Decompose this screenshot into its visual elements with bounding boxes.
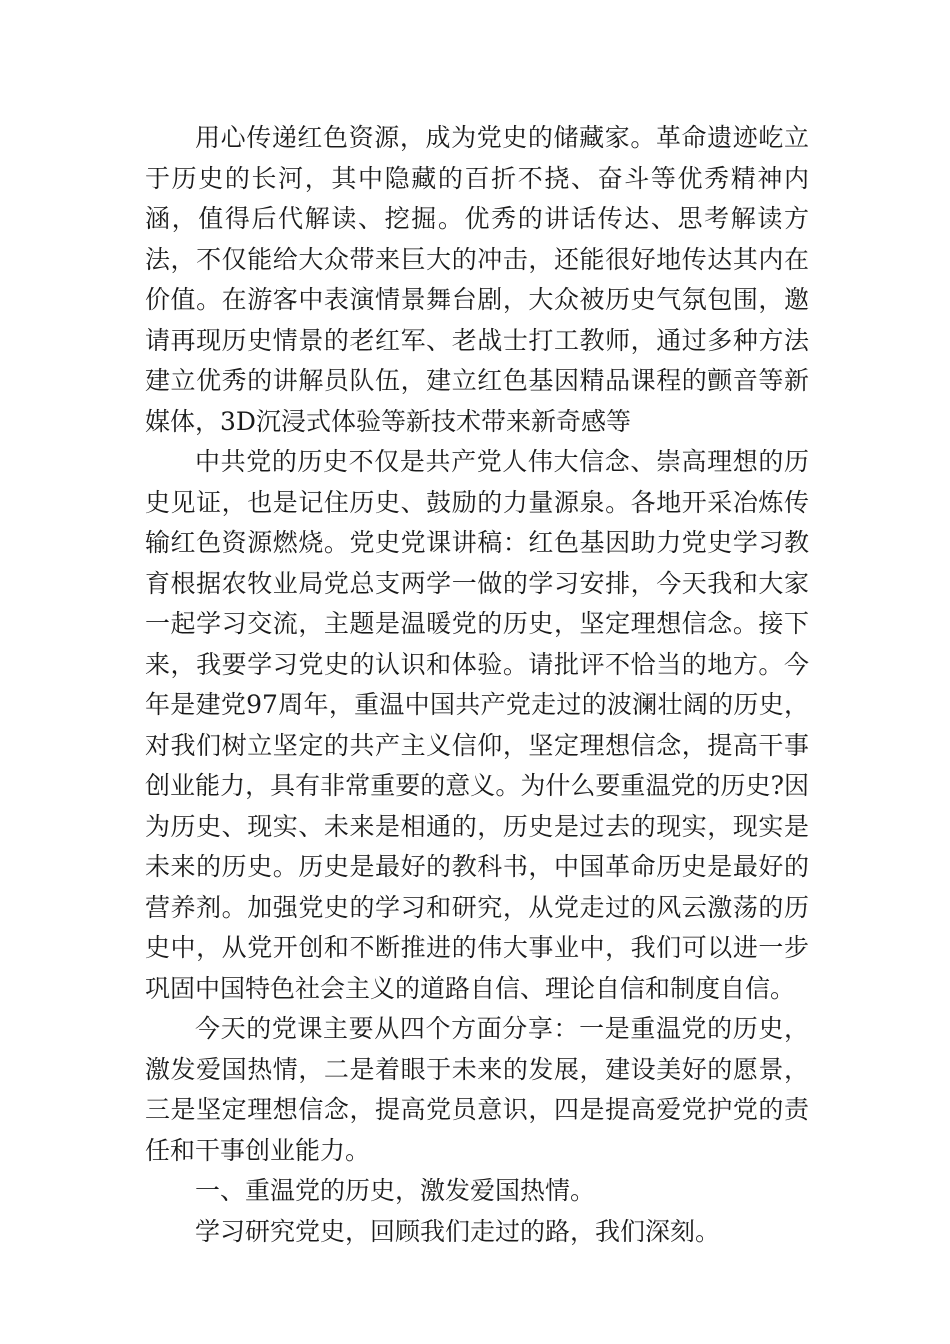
section-heading-one: 一、重温党的历史，激发爱国热情。 [195, 1176, 596, 1205]
paragraph-four-aspects: 今天的党课主要从四个方面分享：一是重温党的历史，激发爱国热情，二是着眼于未来的发展，建设美好的愿景，三是坚定理想信念，提高党员意识，四是提高爱党护党的责任和干事创业能力。 [145, 1014, 809, 1165]
document-body [145, 118, 809, 1252]
paragraph-party-history: 中共党的历史不仅是共产党人伟大信念、崇高理想的历史见证，也是记住历史、鼓励的力量源泉。各地开采冶炼传输红色资源燃烧。党史党课讲稿：红色基因助力党史学习教育根据农牧业局党总支两学一做的学习安排，今天我和大家一起学习交流，主题是温暖党的历史，坚定理想信念。接下来，我要学习党史的认识和体验。请批评不恰当的地方。今年是建党97周年，重温中国共产党走过的波澜壮阔的历史，对我们树立坚定的共产主义信仰，坚定理想信念，提高干事创业能力，具有非常重要的意义。为什么要重温党的历史?因为历史、现实、未来是相通的，历史是过去的现实，现实是未来的历史。历史是最好的教科书，中国革命历史是最好的营养剂。加强党史的学习和研究，从党走过的风云激荡的历史中，从党开创和不断推进的伟大事业中，我们可以进一步巩固中国特色社会主义的道路自信、理论自信和制度自信。 [145, 447, 809, 1003]
paragraph-study-history: 学习研究党史，回顾我们走过的路，我们深刻。 [195, 1216, 721, 1246]
paragraph-red-resources: 用心传递红色资源，成为党史的储藏家。革命遗迹屹立于历史的长河，其中隐藏的百折不挠、奋斗等优秀精神内涵，值得后代解读、挖掘。优秀的讲话传达、思考解读方法，不仅能给大众带来巨大的冲击，还能很好地传达其内在价值。在游客中表演情景舞台剧，大众被历史气氛包围，邀请再现历史情景的老红军、老战士打工教师，通过多种方法建立优秀的讲解员队伍，建立红色基因精品课程的颤音等新媒体，3D沉浸式体验等新技术带来新奇感等 [145, 123, 809, 436]
